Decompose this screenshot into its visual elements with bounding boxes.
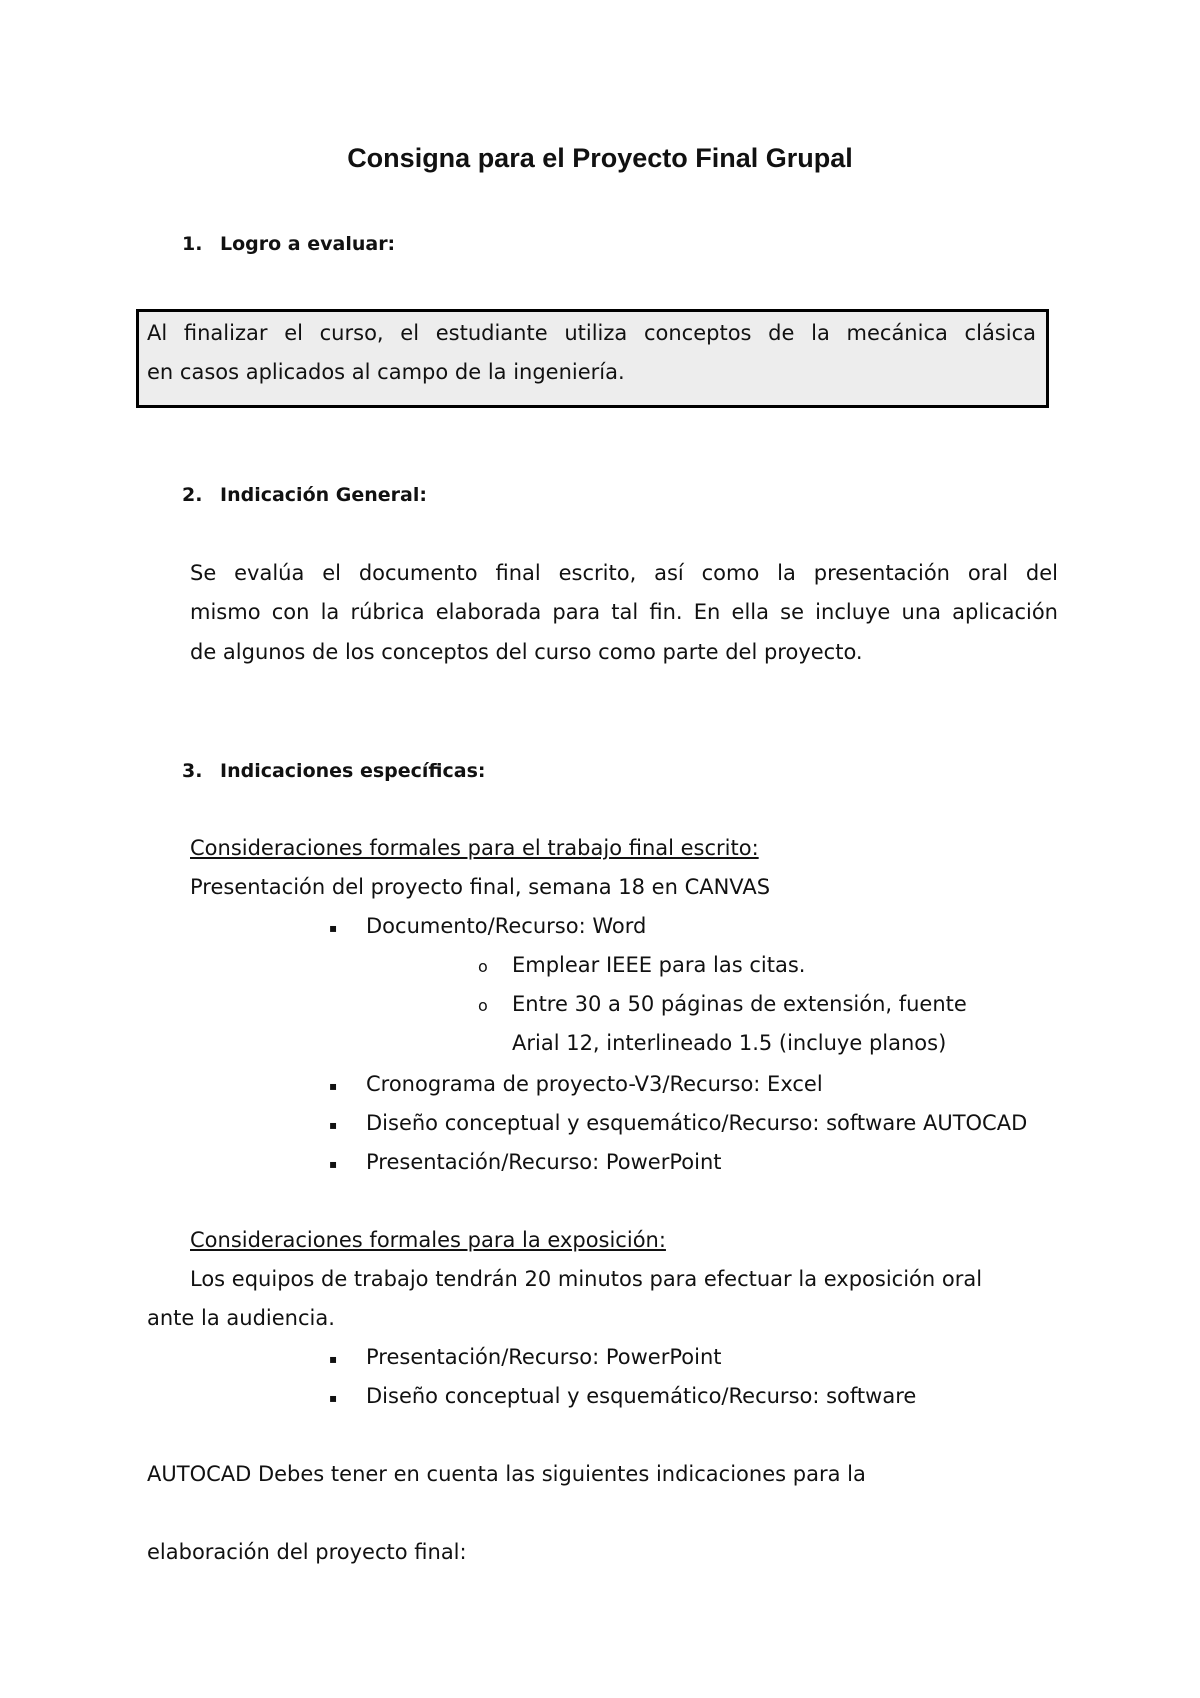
section-3-heading: [182, 760, 486, 782]
sub-bullet-mark: o: [478, 957, 488, 976]
sub-bullet-mark: o: [478, 996, 488, 1015]
closing-line-2: elaboración del proyecto final:: [147, 1540, 467, 1564]
written-item-presentation: Presentación/Recurso: PowerPoint: [366, 1150, 722, 1174]
bullet-mark: ▪: [329, 1079, 338, 1093]
section-2-number: 2.: [182, 484, 203, 506]
written-sub-pages-line-2: Arial 12, interlineado 1.5 (incluye planos): [512, 1031, 947, 1055]
bullet-mark: ▪: [329, 1118, 338, 1132]
section-1-title: Logro a evaluar:: [220, 233, 396, 255]
bullet-mark: ▪: [329, 921, 338, 935]
written-work-subheading: Consideraciones formales para el trabajo final escrito:: [190, 836, 759, 860]
section-3-title: Indicaciones específicas:: [220, 760, 486, 782]
written-item-word: Documento/Recurso: Word: [366, 914, 647, 938]
bullet-mark: ▪: [329, 1391, 338, 1405]
learning-outcome-line-2: en casos aplicados al campo de la ingeniería.: [147, 360, 625, 384]
exposition-line-2: ante la audiencia.: [147, 1306, 335, 1330]
page-title: Consigna para el Proyecto Final Grupal: [347, 143, 853, 173]
closing-line-1: AUTOCAD Debes tener en cuenta las siguientes indicaciones para la: [147, 1462, 866, 1486]
exposition-subheading: Consideraciones formales para la exposición:: [190, 1228, 666, 1252]
exposition-item-design: Diseño conceptual y esquemático/Recurso: software: [366, 1384, 917, 1408]
general-indication-line-1: Se evalúa el documento final escrito, así como la presentación oral del: [190, 561, 1058, 585]
written-sub-ieee: Emplear IEEE para las citas.: [512, 953, 806, 977]
section-2-title: Indicación General:: [220, 484, 427, 506]
written-item-design: Diseño conceptual y esquemático/Recurso: software AUTOCAD: [366, 1111, 1028, 1135]
exposition-line-1: Los equipos de trabajo tendrán 20 minutos para efectuar la exposición oral: [190, 1267, 983, 1291]
section-1-heading: [182, 233, 395, 255]
general-indication-line-3: de algunos de los conceptos del curso como parte del proyecto.: [190, 640, 863, 664]
written-item-schedule: Cronograma de proyecto-V3/Recurso: Excel: [366, 1072, 823, 1096]
bullet-mark: ▪: [329, 1157, 338, 1171]
bullet-mark: ▪: [329, 1352, 338, 1366]
written-sub-pages-line-1: Entre 30 a 50 páginas de extensión, fuente: [512, 992, 967, 1016]
exposition-item-presentation: Presentación/Recurso: PowerPoint: [366, 1345, 722, 1369]
general-indication-line-2: mismo con la rúbrica elaborada para tal fin. En ella se incluye una aplicación: [190, 600, 1058, 624]
section-3-number: 3.: [182, 760, 203, 782]
written-work-intro: Presentación del proyecto final, semana 18 en CANVAS: [190, 875, 771, 899]
learning-outcome-line-1: Al finalizar el curso, el estudiante utiliza conceptos de la mecánica clásica: [147, 321, 1036, 345]
section-2-heading: [182, 484, 427, 506]
section-1-number: 1.: [182, 233, 203, 255]
